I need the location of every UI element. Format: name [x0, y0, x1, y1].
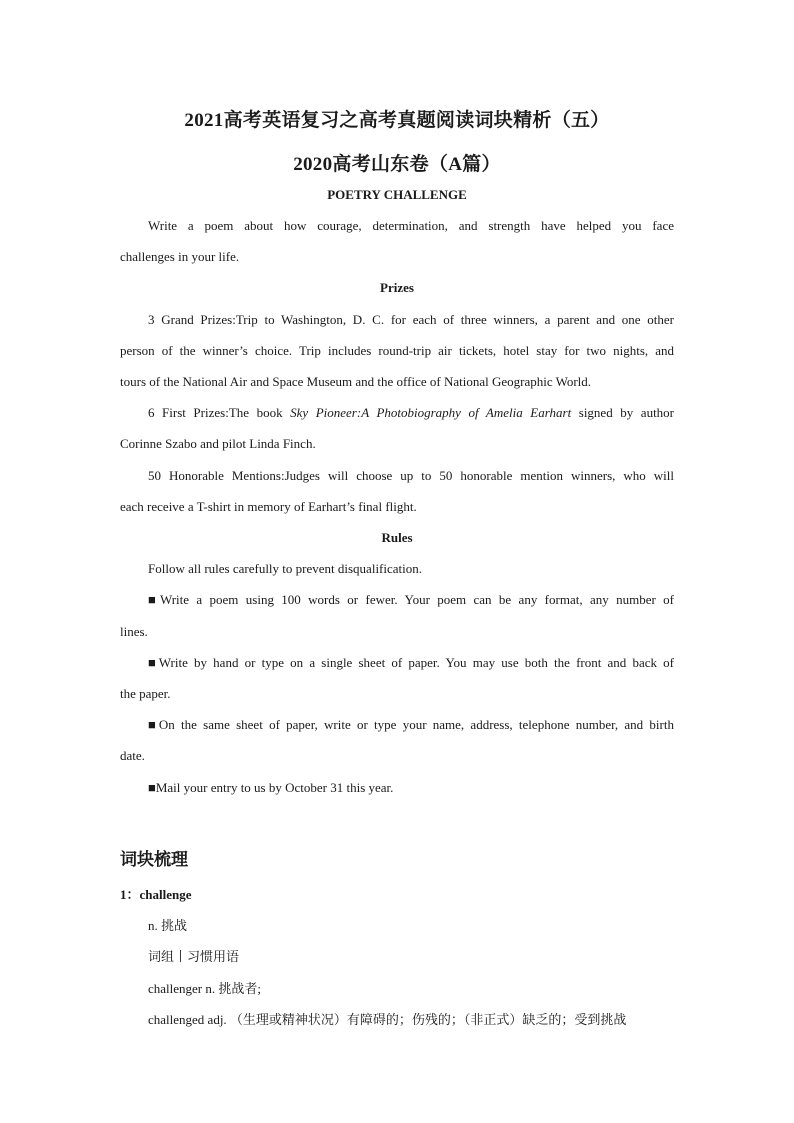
first-prize-line-1 — [148, 405, 674, 421]
vocab-pos: n. 挑战 — [148, 918, 188, 933]
first-prize-signed: signed by author — [571, 405, 675, 420]
passage-heading: POETRY CHALLENGE — [327, 187, 467, 202]
rule-1-line-1: ■Write a poem using 100 words or fewer. Your poem can be any format, any number of — [148, 592, 674, 607]
honorable-line-2: each receive a T-shirt in memory of Earhart’s final flight. — [120, 499, 417, 514]
vocab-group-label: 词组丨习惯用语 — [148, 949, 240, 964]
rule-1-line-2: lines. — [120, 624, 148, 639]
intro-line-2: challenges in your life. — [120, 249, 240, 264]
vocab-derived-2: challenged adj. （生理或精神状况）有障碍的；伤残的；（非正式）缺乏的；受到挑战 — [148, 1012, 627, 1027]
grand-prize-line-3: tours of the National Air and Space Museum and the office of National Geographic World. — [120, 374, 592, 389]
first-prize-text: 6 First Prizes:The book — [148, 405, 291, 420]
rules-heading: Rules — [381, 530, 413, 545]
grand-prize-line-2: person of the winner’s choice. Trip includes round-trip air tickets, hotel stay for two nights, and — [120, 343, 674, 358]
book-title: Sky Pioneer:A Photobiography of Amelia Earhart — [290, 405, 572, 420]
vocab-derived-1: challenger n. 挑战者; — [148, 981, 261, 996]
rule-3-line-1: ■On the same sheet of paper, write or type your name, address, telephone number, and birth — [148, 717, 674, 732]
rule-4-line-1: ■Mail your entry to us by October 31 this year. — [148, 780, 394, 795]
grand-prize-line-1: 3 Grand Prizes:Trip to Washington, D. C. for each of three winners, a parent and one other — [148, 312, 674, 327]
vocab-heading: 词块梳理 — [120, 850, 188, 869]
honorable-line-1: 50 Honorable Mentions:Judges will choose up to 50 honorable mention winners, who will — [148, 468, 674, 483]
rule-3-line-2: date. — [120, 748, 145, 763]
rule-2-line-1: ■Write by hand or type on a single sheet of paper. You may use both the front and back of — [148, 655, 674, 670]
document-title: 2021高考英语复习之高考真题阅读词块精析（五） — [184, 110, 610, 131]
intro-line-1: Write a poem about how courage, determination, and strength have helped you face — [148, 218, 674, 233]
vocab-term: 1：challenge — [120, 887, 192, 902]
document-subtitle: 2020高考山东卷（A篇） — [293, 154, 501, 175]
rule-2-line-2: the paper. — [120, 686, 171, 701]
first-prize-line-2: Corinne Szabo and pilot Linda Finch. — [120, 436, 316, 451]
rules-intro: Follow all rules carefully to prevent disqualification. — [148, 561, 423, 576]
prizes-heading: Prizes — [380, 280, 414, 295]
